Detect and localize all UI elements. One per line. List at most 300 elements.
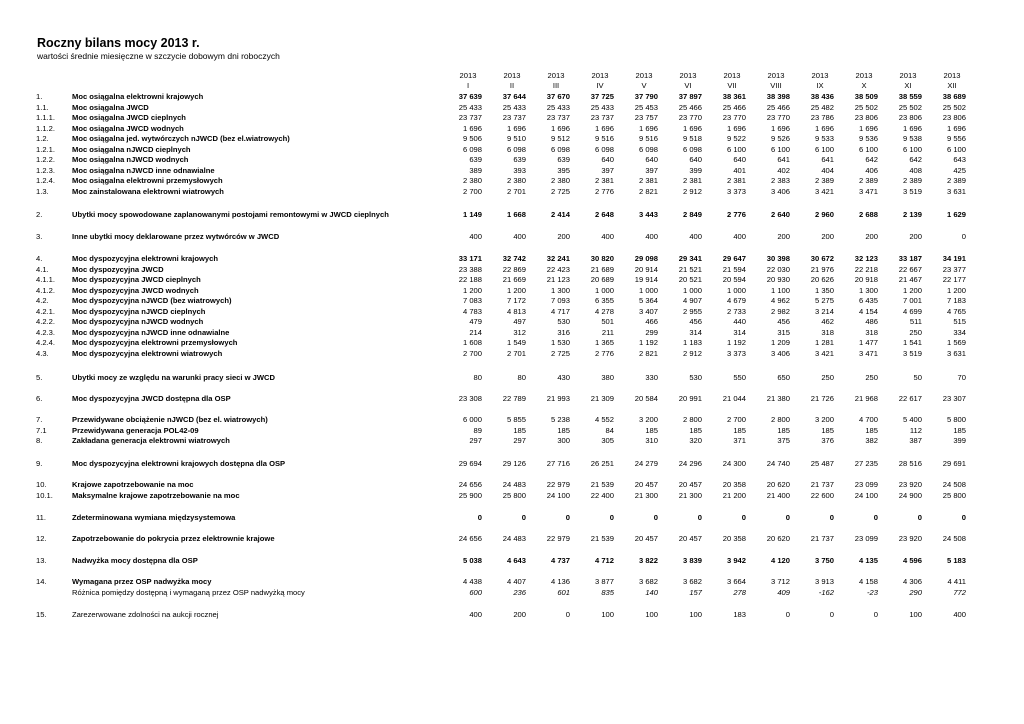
cell-value: 22 218 [854, 264, 878, 274]
cell-value: 200 [821, 232, 834, 241]
cell-value: 21 993 [546, 394, 570, 403]
cell-value: 6 098 [638, 144, 658, 154]
row-label: Ubytki mocy spowodowane zaplanowanymi postojami remontowymi w JWCD cieplnych [72, 210, 389, 219]
cell-value: 2 381 [726, 176, 746, 185]
row-label: Moc osiągalna nJWCD inne odnawialne [72, 165, 215, 175]
row-label: Moc osiągalna nJWCD cieplnych [72, 144, 191, 154]
cell-value: 2 982 [770, 306, 790, 316]
cell-value: 318 [865, 327, 878, 337]
cell-value: 2 389 [902, 176, 922, 185]
cell-value: 21 726 [810, 394, 834, 403]
table-row [0, 435, 1024, 446]
row-number: 1. [36, 92, 43, 101]
cell-value: 0 [565, 610, 570, 619]
cell-value: 393 [513, 165, 526, 175]
cell-value: 29 647 [722, 254, 746, 263]
cell-value: 23 806 [898, 113, 922, 122]
cell-value: 24 740 [766, 459, 790, 468]
table-row [0, 285, 1024, 296]
header-month: VI [684, 81, 692, 90]
table-row [0, 231, 1024, 242]
cell-value: 23 737 [502, 113, 526, 122]
cell-value: 315 [777, 327, 790, 337]
row-number: 1.3. [36, 186, 49, 196]
row-label: Zapotrzebowanie do pokrycia przez elektrownie krajowe [72, 534, 275, 543]
cell-value: 0 [521, 513, 526, 522]
cell-value: 23 099 [854, 534, 878, 543]
cell-value: 29 694 [458, 459, 482, 468]
cell-value: 334 [953, 327, 966, 337]
cell-value: 4 154 [858, 306, 878, 316]
cell-value: 3 519 [902, 348, 922, 358]
cell-value: 387 [909, 436, 922, 445]
cell-value: 479 [469, 317, 482, 326]
cell-value: 6 098 [682, 144, 702, 154]
cell-value: 23 737 [458, 113, 482, 122]
cell-value: 25 502 [942, 102, 966, 112]
cell-value: 0 [961, 513, 966, 522]
table-row [0, 91, 1024, 102]
table-row [0, 102, 1024, 113]
cell-value: 9 512 [550, 134, 570, 143]
cell-value: 3 406 [770, 348, 790, 358]
row-number: 3. [36, 232, 43, 241]
row-number: 10.1. [36, 490, 53, 500]
cell-value: 100 [645, 610, 658, 619]
header-years-row [0, 71, 1024, 81]
table-row [0, 112, 1024, 123]
cell-value: 22 030 [766, 264, 790, 274]
row-number: 1.2.3. [36, 165, 55, 175]
cell-value: 3 471 [858, 348, 878, 358]
cell-value: 21 737 [810, 534, 834, 543]
row-number: 1.2.1. [36, 144, 55, 154]
cell-value: 7 183 [946, 296, 966, 305]
cell-value: 1 696 [506, 123, 526, 133]
cell-value: 3 471 [858, 186, 878, 196]
cell-value: 185 [557, 425, 570, 435]
cell-value: 157 [689, 588, 702, 597]
header-month: VIII [770, 81, 782, 90]
cell-value: 9 518 [682, 134, 702, 143]
cell-value: 7 001 [902, 296, 922, 305]
cell-value: 19 914 [634, 275, 658, 284]
cell-value: 24 100 [854, 490, 878, 500]
cell-value: 6 098 [594, 144, 614, 154]
row-label: Moc osiągalna nJWCD wodnych [72, 155, 189, 164]
cell-value: 25 466 [722, 102, 746, 112]
cell-value: 25 433 [458, 102, 482, 112]
cell-value: 2 725 [550, 186, 570, 196]
cell-value: 3 373 [726, 186, 746, 196]
cell-value: 402 [777, 165, 790, 175]
row-label: Maksymalne krajowe zapotrzebowanie na moc [72, 490, 240, 500]
cell-value: 639 [469, 155, 482, 164]
cell-value: 6 100 [770, 144, 790, 154]
row-label: Różnica pomiędzy dostępną i wymaganą przez OSP nadwyżką mocy [72, 588, 305, 597]
row-label: Zarezerwowane zdolności na aukcji rocznej [72, 610, 219, 619]
cell-value: 4 907 [682, 296, 702, 305]
cell-value: 278 [733, 588, 746, 597]
cell-value: 21 689 [590, 264, 614, 274]
cell-value: 2 380 [550, 176, 570, 185]
row-number: 9. [36, 459, 43, 468]
cell-value: 2 776 [594, 186, 614, 196]
cell-value: 1 696 [550, 123, 570, 133]
cell-value: 22 869 [502, 264, 526, 274]
cell-value: 3 913 [814, 577, 834, 586]
cell-value: 0 [961, 232, 966, 241]
cell-value: 312 [513, 327, 526, 337]
cell-value: 21 539 [590, 480, 614, 489]
cell-value: 21 467 [898, 275, 922, 284]
cell-value: 22 177 [942, 275, 966, 284]
cell-value: 4 411 [947, 577, 966, 586]
cell-value: 404 [821, 165, 834, 175]
table-row [0, 165, 1024, 176]
cell-value: 23 770 [722, 113, 746, 122]
cell-value: 330 [645, 373, 658, 382]
cell-value: 89 [473, 425, 482, 435]
table-row [0, 490, 1024, 501]
cell-value: 4 158 [858, 577, 878, 586]
cell-value: 0 [477, 513, 482, 522]
table-row [0, 479, 1024, 490]
cell-value: 314 [689, 327, 702, 337]
cell-value: 30 398 [766, 254, 790, 263]
table-row [0, 414, 1024, 425]
cell-value: 200 [513, 610, 526, 619]
row-label: Moc osiągalna JWCD cieplnych [72, 113, 186, 122]
cell-value: 0 [609, 513, 614, 522]
cell-value: 26 251 [590, 459, 614, 468]
cell-value: 642 [909, 155, 922, 164]
row-label: Moc osiągalna JWCD [72, 102, 149, 112]
table-row [0, 253, 1024, 264]
cell-value: 20 918 [854, 275, 878, 284]
cell-value: 24 900 [898, 490, 922, 500]
cell-value: 23 757 [634, 113, 658, 122]
cell-value: 2 700 [462, 186, 482, 196]
cell-value: 2 139 [902, 210, 922, 219]
cell-value: 250 [821, 373, 834, 382]
row-label: Moc dyspozycyjna elektrowni przemysłowych [72, 338, 238, 347]
cell-value: 6 000 [462, 415, 482, 424]
row-number: 10. [36, 480, 47, 489]
cell-value: 5 275 [814, 296, 834, 305]
cell-value: 80 [517, 373, 526, 382]
header-year: 2013 [679, 71, 697, 80]
document-title: Roczny bilans mocy 2013 r. [37, 36, 200, 50]
header-year: 2013 [591, 71, 609, 80]
cell-value: 2 955 [682, 306, 702, 316]
cell-value: 6 100 [726, 144, 746, 154]
cell-value: 27 235 [854, 459, 878, 468]
row-label: Moc osiągalna jed. wytwórczych nJWCD (bez el.wiatrowych) [72, 134, 290, 143]
cell-value: 20 620 [766, 480, 790, 489]
row-number: 1.1.1. [36, 113, 55, 122]
row-label: Moc dyspozycyjna JWCD cieplnych [72, 275, 201, 284]
cell-value: 640 [733, 155, 746, 164]
row-label: Moc dyspozycyjna nJWCD (bez wiatrowych) [72, 296, 232, 305]
cell-value: 772 [953, 588, 966, 597]
cell-value: 2 414 [550, 210, 570, 219]
cell-value: 318 [821, 327, 834, 337]
cell-value: 0 [917, 513, 922, 522]
header-month: X [861, 81, 867, 90]
cell-value: 22 667 [898, 264, 922, 274]
header-year: 2013 [723, 71, 741, 80]
table-row [0, 393, 1024, 404]
cell-value: 1 000 [682, 285, 702, 295]
cell-value: 1 668 [506, 210, 526, 219]
cell-value: 1 149 [462, 210, 482, 219]
cell-value: 1 696 [858, 123, 878, 133]
cell-value: 37 639 [458, 92, 482, 101]
cell-value: 297 [469, 436, 482, 445]
cell-value: 22 188 [458, 275, 482, 284]
cell-value: 550 [733, 373, 746, 382]
cell-value: 22 600 [810, 490, 834, 500]
header-month: VII [727, 81, 737, 90]
cell-value: 214 [469, 327, 482, 337]
cell-value: 37 644 [502, 92, 526, 101]
cell-value: 430 [557, 373, 570, 382]
row-label: Moc dyspozycyjna elektrowni wiatrowych [72, 348, 223, 358]
cell-value: 395 [557, 165, 570, 175]
header-months-row [0, 81, 1024, 91]
cell-value: 9 533 [814, 134, 834, 143]
cell-value: 3 631 [946, 186, 966, 196]
cell-value: 20 457 [678, 480, 702, 489]
cell-value: 3 682 [638, 577, 658, 586]
cell-value: 29 126 [502, 459, 526, 468]
cell-value: 2 912 [682, 348, 702, 358]
cell-value: 2 733 [726, 306, 746, 316]
row-number: 4.2.4. [36, 338, 55, 347]
cell-value: 21 669 [502, 275, 526, 284]
cell-value: 1 209 [770, 338, 790, 347]
cell-value: 27 716 [546, 459, 570, 468]
cell-value: 25 466 [766, 102, 790, 112]
cell-value: 2 701 [506, 348, 526, 358]
cell-value: 236 [513, 588, 526, 597]
cell-value: 2 725 [550, 348, 570, 358]
cell-value: 25 502 [898, 102, 922, 112]
cell-value: 1 608 [462, 338, 482, 347]
header-year: 2013 [459, 71, 477, 80]
table-row [0, 348, 1024, 359]
cell-value: 200 [557, 232, 570, 241]
cell-value: 9 522 [726, 134, 746, 143]
cell-value: 21 123 [546, 275, 570, 284]
cell-value: 1 300 [858, 285, 878, 295]
cell-value: 530 [557, 317, 570, 326]
cell-value: 1 696 [462, 123, 482, 133]
row-number: 1.2.2. [36, 155, 55, 164]
cell-value: 456 [777, 317, 790, 326]
cell-value: 185 [645, 425, 658, 435]
cell-value: 21 380 [766, 394, 790, 403]
row-label: Ubytki mocy ze względu na warunki pracy sieci w JWCD [72, 373, 275, 382]
cell-value: 22 979 [546, 480, 570, 489]
cell-value: 37 725 [590, 92, 614, 101]
cell-value: 3 682 [682, 577, 702, 586]
cell-value: 9 536 [858, 134, 878, 143]
cell-value: 9 556 [946, 134, 966, 143]
row-number: 4.2.1. [36, 306, 55, 316]
cell-value: 25 466 [678, 102, 702, 112]
cell-value: 185 [865, 425, 878, 435]
cell-value: 20 914 [634, 264, 658, 274]
table-row [0, 512, 1024, 523]
cell-value: 23 770 [678, 113, 702, 122]
cell-value: 25 502 [854, 102, 878, 112]
cell-value: 409 [777, 588, 790, 597]
cell-value: 20 457 [678, 534, 702, 543]
cell-value: 316 [557, 327, 570, 337]
cell-value: 20 689 [590, 275, 614, 284]
table-row [0, 306, 1024, 317]
cell-value: 23 308 [458, 394, 482, 403]
cell-value: 290 [909, 588, 922, 597]
cell-value: 21 200 [722, 490, 746, 500]
table-row [0, 327, 1024, 338]
row-number: 8. [36, 436, 43, 445]
cell-value: 400 [645, 232, 658, 241]
row-label: Zdeterminowana wymiana międzysystemowa [72, 513, 236, 522]
cell-value: 4 962 [770, 296, 790, 305]
cell-value: 601 [557, 588, 570, 597]
cell-value: 1 192 [726, 338, 746, 347]
cell-value: 24 483 [502, 534, 526, 543]
cell-value: 4 712 [594, 556, 614, 565]
cell-value: 650 [777, 373, 790, 382]
cell-value: 3 421 [814, 186, 834, 196]
cell-value: 4 278 [594, 306, 614, 316]
cell-value: 314 [733, 327, 746, 337]
header-month: II [509, 81, 515, 90]
cell-value: 0 [565, 513, 570, 522]
cell-value: 3 942 [726, 556, 746, 565]
table-row [0, 337, 1024, 348]
table-row [0, 274, 1024, 285]
cell-value: 21 968 [854, 394, 878, 403]
cell-value: 376 [821, 436, 834, 445]
cell-value: 2 800 [770, 415, 790, 424]
header-month: XI [904, 81, 912, 90]
cell-value: 2 700 [462, 348, 482, 358]
cell-value: 38 559 [898, 92, 922, 101]
cell-value: 9 516 [638, 134, 658, 143]
cell-value: 1 696 [770, 123, 790, 133]
document-subtitle: wartości średnie miesięczne w szczycie dobowym dni roboczych [37, 51, 280, 61]
cell-value: 21 300 [678, 490, 702, 500]
cell-value: 2 821 [638, 186, 658, 196]
cell-value: 0 [697, 513, 702, 522]
cell-value: 3 407 [638, 306, 658, 316]
cell-value: 1 696 [946, 123, 966, 133]
header-month: XII [947, 81, 957, 90]
cell-value: 2 800 [682, 415, 702, 424]
cell-value: 5 364 [638, 296, 658, 305]
cell-value: 30 672 [810, 254, 834, 263]
cell-value: 80 [473, 373, 482, 382]
cell-value: 1 696 [814, 123, 834, 133]
cell-value: 20 930 [766, 275, 790, 284]
table-row [0, 175, 1024, 186]
row-number: 4.2. [36, 296, 49, 305]
row-number: 5. [36, 373, 43, 382]
cell-value: 24 656 [458, 534, 482, 543]
cell-value: 1 000 [594, 285, 614, 295]
cell-value: 0 [785, 513, 790, 522]
cell-value: 1 281 [814, 338, 834, 347]
cell-value: 3 712 [770, 577, 790, 586]
cell-value: 6 435 [858, 296, 878, 305]
table-row [0, 186, 1024, 197]
cell-value: 2 389 [814, 176, 834, 185]
cell-value: 1 541 [902, 338, 922, 347]
cell-value: 371 [733, 436, 746, 445]
header-month: IV [596, 81, 604, 90]
cell-value: 20 457 [634, 534, 658, 543]
cell-value: 3 631 [946, 348, 966, 358]
cell-value: 1 200 [462, 285, 482, 295]
row-label: Moc dyspozycyjna nJWCD inne odnawialne [72, 327, 230, 337]
cell-value: 29 098 [634, 254, 658, 263]
cell-value: 250 [909, 327, 922, 337]
cell-value: 400 [513, 232, 526, 241]
cell-value: 21 976 [810, 264, 834, 274]
table-row [0, 123, 1024, 134]
cell-value: 24 508 [942, 480, 966, 489]
cell-value: 84 [605, 425, 614, 435]
cell-value: 4 596 [902, 556, 922, 565]
cell-value: 382 [865, 436, 878, 445]
row-number: 4.2.2. [36, 317, 55, 326]
table-row [0, 316, 1024, 327]
cell-value: 38 509 [854, 92, 878, 101]
cell-value: 38 361 [722, 92, 746, 101]
cell-value: 21 300 [634, 490, 658, 500]
cell-value: 397 [645, 165, 658, 175]
header-year: 2013 [767, 71, 785, 80]
cell-value: 185 [777, 425, 790, 435]
cell-value: 7 083 [462, 296, 482, 305]
table-row [0, 587, 1024, 598]
cell-value: 21 737 [810, 480, 834, 489]
cell-value: 25 800 [502, 490, 526, 500]
cell-value: 515 [953, 317, 966, 326]
row-number: 14. [36, 577, 47, 586]
cell-value: 33 187 [898, 254, 922, 263]
cell-value: 20 358 [722, 480, 746, 489]
cell-value: 21 044 [722, 394, 746, 403]
cell-value: 0 [653, 513, 658, 522]
row-number: 15. [36, 610, 47, 619]
cell-value: 462 [821, 317, 834, 326]
cell-value: 2 380 [462, 176, 482, 185]
cell-value: 24 483 [502, 480, 526, 489]
cell-value: 6 355 [594, 296, 614, 305]
cell-value: 32 241 [546, 254, 570, 263]
cell-value: 100 [909, 610, 922, 619]
cell-value: 23 806 [942, 113, 966, 122]
header-year: 2013 [503, 71, 521, 80]
cell-value: 20 521 [678, 275, 702, 284]
cell-value: 23 737 [546, 113, 570, 122]
